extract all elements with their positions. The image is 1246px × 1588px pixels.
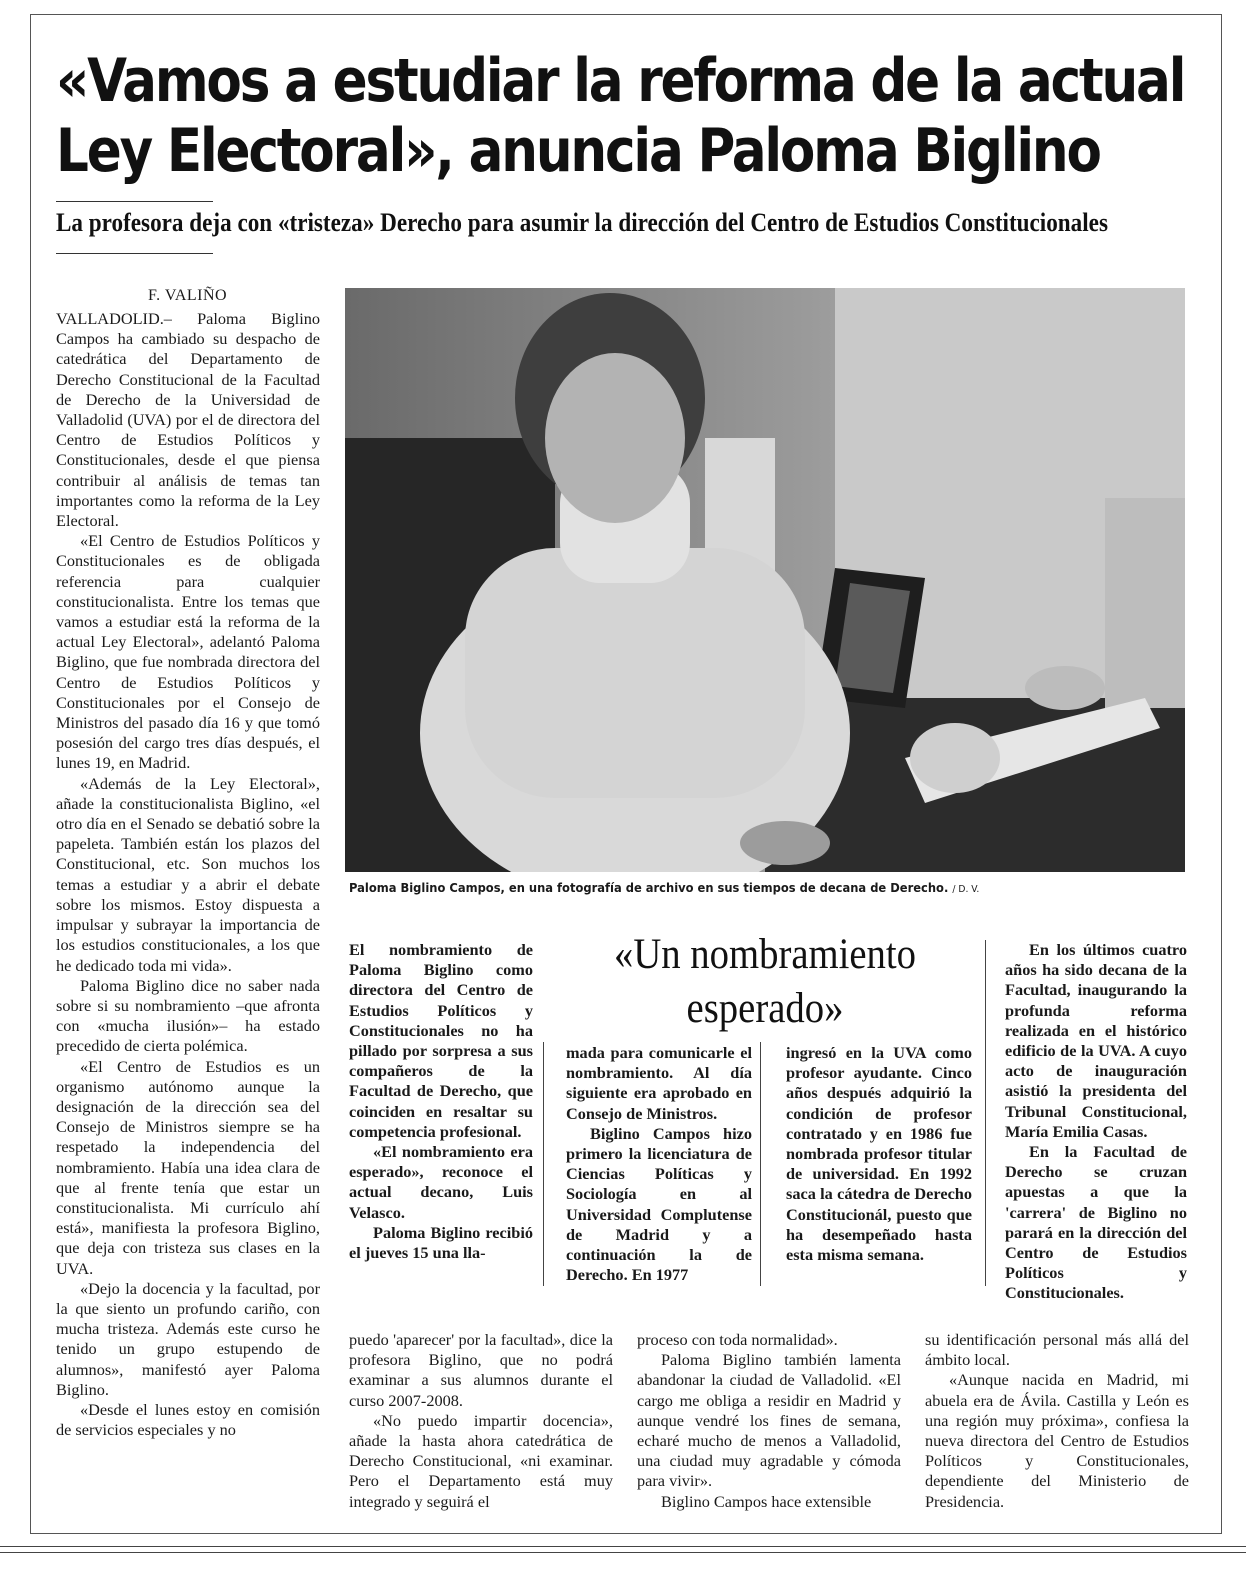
column-divider (760, 1042, 761, 1286)
paragraph: Biglino Campos hizo primero la licenciatura de Ciencias Políticas y Sociología en al Universidad Complutense de Madrid y a continuación la de Derecho. En 1977 (566, 1123, 752, 1285)
paragraph: «Dejo la docencia y la facultad, por la que siento un profundo cariño, con mucha tristeza. Además este curso he tenido un grupo estupendo de alumnos», manifestó ayer Paloma Biglino. (56, 1278, 320, 1399)
column-divider (543, 1042, 544, 1286)
sidebar-column-2 (566, 1043, 752, 1285)
paragraph: Biglino Campos hace extensible (661, 1491, 872, 1511)
paragraph: El nombramiento de Paloma Biglino como directora del Centro de Estudios Políticos y Constitucionales no ha pillado por sorpresa a sus compañeros de la Facultad de Derecho, que coinciden en resaltar su competencia profesional. (349, 940, 533, 1141)
byline: F. VALIÑO (148, 287, 228, 304)
paragraph: Paloma Biglino dice no saber nada sobre si su nombramiento –que afronta con «mucha ilusión»– ha estado precedido de cierta polémica. (56, 975, 320, 1056)
paragraph: «Desde el lunes estoy en comisión de servicios especiales y no (56, 1399, 320, 1440)
sidebar-column-1 (349, 940, 533, 1263)
paragraph: mada para comunicarle el nombramiento. Al día siguiente era aprobado en Consejo de Ministros. (566, 1043, 752, 1123)
paragraph: En los últimos cuatro años ha sido decana de la Facultad, inaugurando la profunda reforma realizada en el histórico edificio de la UVA. A cuyo acto de inauguración asistió la presidenta del Tribunal Constitucional, María Emilia Casas. (1005, 940, 1187, 1141)
bottom-column-2 (637, 1330, 901, 1512)
headline-line-2: Ley Electoral», anuncia Paloma Biglino (56, 116, 1100, 186)
bottom-rule (0, 1546, 1246, 1547)
headline (56, 46, 1185, 186)
paragraph: Paloma Biglino también lamenta abandonar la ciudad de Valladolid. «El cargo me obliga a residir en Madrid y aunque vendré los fines de semana, echaré mucho de menos a Valladolid, una ciudad muy agradable y cómoda para vivir». (637, 1350, 901, 1491)
headline-line-1: «Vamos a estudiar la reforma de la actual (56, 46, 1185, 116)
photo-caption-text: Paloma Biglino Campos, en una fotografía de archivo en sus tiempos de decana de Derecho. (349, 880, 949, 895)
left-column (56, 309, 320, 1440)
paragraph: «El Centro de Estudios es un organismo autónomo aunque la designación de la dirección sea del Consejo de Ministros siempre se ha respetado la independencia del nombramiento. Había una idea clara de que al frente tenía que estar un constitucionalista. Mi currículo ahí está», manifiesta la profesora Biglino, que deja con tristeza sus clases en la UVA. (56, 1056, 320, 1278)
column-divider (985, 940, 986, 1286)
paragraph: Paloma Biglino recibió el jueves 15 una lla- (349, 1222, 533, 1263)
paragraph: En la Facultad de Derecho se cruzan apuestas a que la 'carrera' de Biglino no parará en la dirección del Centro de Estudios Políticos y Constitucionales. (1005, 1142, 1187, 1303)
sidebar-column-3 (786, 1043, 972, 1265)
bottom-column-3 (925, 1330, 1189, 1512)
portrait-photo (345, 288, 1185, 872)
subheadline: La profesora deja con «tristeza» Derecho para asumir la dirección del Centro de Estudios Constitucionales (56, 208, 1108, 237)
paragraph: su identificación personal más allá del ámbito local. (925, 1330, 1189, 1370)
paragraph: proceso con toda normalidad». (637, 1330, 838, 1349)
paragraph: «El Centro de Estudios Políticos y Constitucionales es de obligada referencia para cualquier constitucionalista. Entre los temas que vamos a estudiar está la reforma de la actual Ley Electoral», adelantó Paloma Biglino, que fue nombrada directora del Centro de Estudios Políticos y Constitucionales por el Consejo de Ministros del pasado día 16 y que tomó posesión del cargo tres días después, el lunes 19, en Madrid. (56, 531, 320, 773)
paragraph: ingresó en la UVA como profesor ayudante. Cinco años después adquirió la condición de profesor contratado y en 1986 fue nombrada profesor titular de universidad. En 1992 saca la cátedra de Derecho Constitucionál, puesto que ha desempeñado hasta esta misma semana. (786, 1043, 972, 1265)
subhead-rule-bottom (56, 253, 213, 254)
paragraph: «El nombramiento era esperado», reconoce el actual decano, Luis Velasco. (349, 1142, 533, 1222)
bottom-rule (0, 1552, 1246, 1553)
subhead-rule-top (56, 201, 213, 202)
paragraph: «No puedo impartir docencia», añade la hasta ahora catedrática de Derecho Constitucional, «ni examinar. Pero el Departamento está muy integrado y seguirá el (349, 1410, 613, 1511)
sidebar-column-4 (1005, 940, 1187, 1304)
paragraph: VALLADOLID.– Paloma Biglino Campos ha cambiado su despacho de catedrática del Departamento de Derecho Constitucional de la Facultad de Derecho de la Universidad de Valladolid (UVA) por el de directora del Centro de Estudios Políticos y Constitucionales, desde el que piensa contribuir al análisis de temas tan importantes como la reforma de la Ley Electoral. (56, 309, 320, 531)
paragraph: puedo 'aparecer' por la facultad», dice la profesora Biglino, que no podrá examinar a sus alumnos durante el curso 2007-2008. (349, 1330, 613, 1410)
portrait-photo-drawing (345, 288, 1185, 872)
paragraph: «Además de la Ley Electoral», añade la constitucionalista Biglino, «el otro día en el Senado se debatió sobre la papeleta. También están los plazos del Constitucional, etc. Son muchos los temas a estudiar y a abrir el debate sobre los mismos. Estoy dispuesta a impulsar y subrayar la importancia de los estudios constitucionales, a los que he dedicado toda mi vida». (56, 773, 320, 975)
bottom-column-1 (349, 1330, 613, 1512)
paragraph: «Aunque nacida en Madrid, mi abuela era de Ávila. Castilla y León es una región muy próxima», confiesa la nueva directora del Centro de Estudios Políticos y Constitucionales, dependiente del Ministerio de Presidencia. (925, 1370, 1189, 1511)
photo-caption (349, 880, 979, 895)
photo-credit: / D. V. (952, 884, 980, 895)
pull-quote: «Un nombramiento esperado» (613, 931, 917, 1032)
